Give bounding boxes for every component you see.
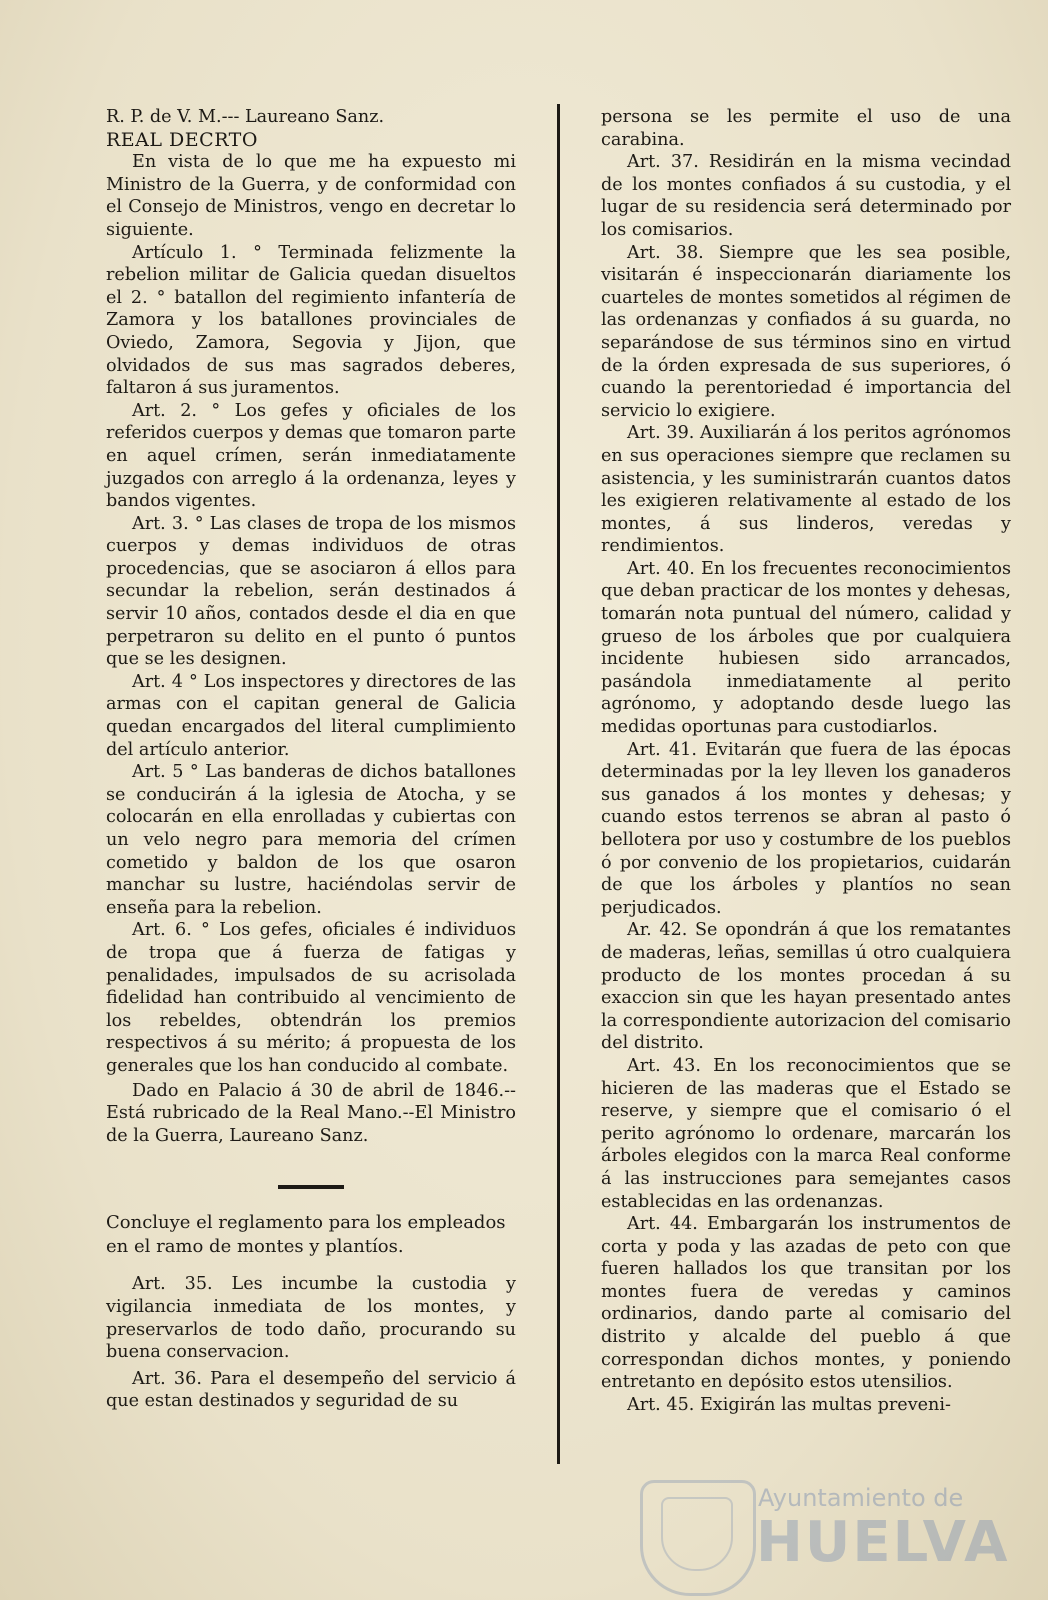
left-column xyxy=(106,106,516,1413)
regulation-subtitle: Concluye el reglamento para los empleados en el ramo de montes y plantíos. xyxy=(106,1212,506,1258)
article-40: Art. 40. En los frecuentes reconocimientos que deban practicar de los montes y dehesas, tomarán nota puntual del número, calidad y grueso de los árboles que por cualquiera incidente hubiesen sido arrancados, pasándola inmediatamente al perito agrónomo, y adoptando desde luego las medidas oportunas para custodiarlos. xyxy=(601,558,1011,738)
article-3: Art. 3. ° Las clases de tropa de los mismos cuerpos y demas individuos de otras procedencias, que se asociaron á ellos para secundar la rebelion, serán destinados á servir 10 años, contados desde el dia en que perpetraron su delito en el punto ó puntos que se les designen. xyxy=(106,513,516,670)
article-38: Art. 38. Siempre que les sea posible, visitarán é inspeccionarán diariamente los cuarteles de montes sometidos al régimen de las ordenanzas y confiados á su guarda, no separándose de sus términos sino en virtud de la órden expresada de sus superiores, ó cuando la perentoriedad é importancia del servicio lo exigiere. xyxy=(601,242,1011,421)
article-36-continuation: persona se les permite el uso de una carabina. xyxy=(601,107,1011,150)
signature-line: R. P. de V. M.--- Laureano Sanz. xyxy=(106,107,385,127)
archive-watermark xyxy=(640,1480,1030,1590)
watermark-line-2: HUELVA xyxy=(756,1510,1010,1575)
city-seal-icon xyxy=(640,1480,756,1596)
decree-title: REAL DECRTO xyxy=(106,128,258,151)
article-5: Art. 5 ° Las banderas de dichos batallones se conducirán á la iglesia de Atocha, y se colocarán en ella enrolladas y cubiertas con un velo negro para memoria del crímen cometido y baldon de los que osaron manchar su lustre, haciéndolas servir de enseña para la rebelion. xyxy=(106,762,516,918)
decree-date: Dado en Palacio á 30 de abril de 1846.--Está rubricado de la Real Mano.--El Ministro de la Guerra, Laureano Sanz. xyxy=(106,1080,516,1146)
article-4: Art. 4 ° Los inspectores y directores de las armas con el capitan general de Galicia quedan encargados del literal cumplimiento del artículo anterior. xyxy=(106,671,516,760)
article-1: Artículo 1. ° Terminada felizmente la rebelion militar de Galicia quedan disueltos el 2. ° batallon del regimiento infantería de Zamora y los batallones provinciales de Oviedo, Zamora, Segovia y Jijon, que olvidados de sus mas sagrados deberes, faltaron á sus juramentos. xyxy=(106,242,516,399)
article-43: Art. 43. En los reconocimientos que se hicieren de las maderas que el Estado se reserve, y siempre que el comisario ó el perito agrónomo lo ordenare, marcarán los árboles elegidos con la marca Real conforme á las instrucciones para semejantes casos establecidas en las ordenanzas. xyxy=(601,1055,1011,1212)
article-42: Ar. 42. Se opondrán á que los rematantes de maderas, leñas, semillas ú otro cualquiera producto de los montes procedan á su exaccion sin que les hayan presentado antes la correspondiente autorizacion del comisario del distrito. xyxy=(601,920,1011,1054)
article-35: Art. 35. Les incumbe la custodia y vigilancia inmediata de los montes, y preservarlos de todo daño, procurando su buena conservacion. xyxy=(106,1274,516,1363)
right-column xyxy=(601,106,1011,1416)
decree-intro: En vista de lo que me ha expuesto mi Ministro de la Guerra, y de conformidad con el Consejo de Ministros, vengo en decretar lo siguiente. xyxy=(106,152,516,240)
section-divider xyxy=(278,1185,344,1189)
article-45: Art. 45. Exigirán las multas preveni- xyxy=(627,1394,951,1415)
article-37: Art. 37. Residirán en la misma vecindad de los montes confiados á su custodia, y el lugar de su residencia será determinado por los comisarios. xyxy=(601,152,1011,240)
article-36: Art. 36. Para el desempeño del servicio á que estan destinados y seguridad de su xyxy=(106,1368,516,1412)
article-2: Art. 2. ° Los gefes y oficiales de los referidos cuerpos y demas que tomaron parte en aquel crímen, serán inmediatamente juzgados con arreglo á la ordenanza, leyes y bandos vigentes. xyxy=(106,400,516,512)
article-39: Art. 39. Auxiliarán á los peritos agrónomos en sus operaciones siempre que reclamen su asistencia, y les suministrarán cuantos datos les exigieren relativamente al estado de los montes, á sus linderos, veredas y rendimientos. xyxy=(601,423,1011,557)
article-44: Art. 44. Embargarán los instrumentos de corta y poda y las azadas de peto con que fueren hallados los que transitan por los montes fuera de veredas y caminos ordinarios, dando parte al comisario del distrito y alcalde del pueblo á que correspondan dichos montes, y poniendo entretanto en depósito estos utensilios. xyxy=(601,1214,1011,1393)
column-rule xyxy=(557,104,560,1464)
article-6: Art. 6. ° Los gefes, oficiales é individuos de tropa que á fuerza de fatigas y penalidades, impulsados de su acrisolada fidelidad han contribuido al vencimiento de los rebeldes, obtendrán los premios respectivos á su mérito; á propuesta de los generales que los han conducido al combate. xyxy=(106,920,516,1076)
article-41: Art. 41. Evitarán que fuera de las épocas determinadas por la ley lleven los ganaderos sus ganados á los montes y dehesas; y cuando estos terrenos se abran al pasto ó bellotera por uso y costumbre de los pueblos ó por convenio de los propietarios, cuidarán de que los árboles y plantíos no sean perjudicados. xyxy=(601,739,1011,918)
watermark-line-1: Ayuntamiento de xyxy=(758,1484,964,1512)
